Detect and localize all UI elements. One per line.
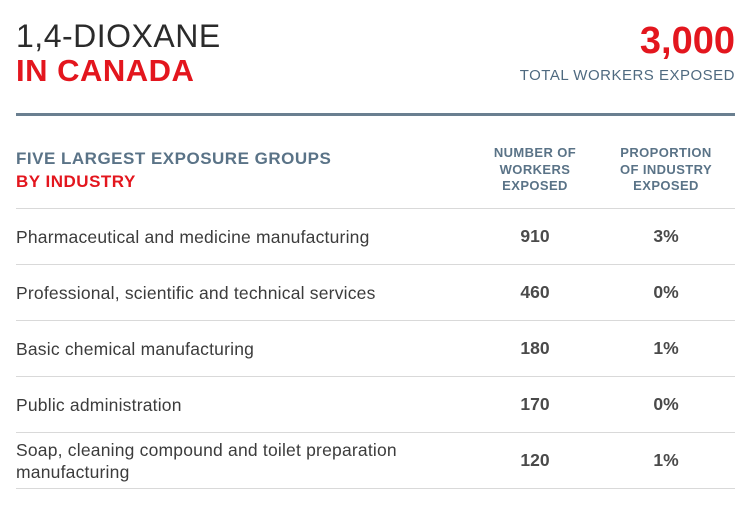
workers-cell: 180 [520,338,550,358]
workers-cell: 120 [520,450,550,470]
table-body [16,208,735,489]
column-header-line: OF INDUSTRY [619,161,713,177]
workers-cell: 910 [520,226,550,246]
industry-cell: Pharmaceutical and medicine manufacturing [16,226,370,247]
proportion-cell: 3% [653,226,679,246]
table-row [16,432,735,489]
industry-cell: Professional, scientific and technical services [16,282,376,303]
table-subtitle: BY INDUSTRY [16,172,136,191]
proportion-cell: 1% [653,450,679,470]
page-subtitle: IN CANADA [16,53,195,88]
column-header-proportion [601,145,731,195]
total-workers-label: TOTAL WORKERS EXPOSED [519,67,735,84]
table-title: FIVE LARGEST EXPOSURE GROUPS [16,149,332,168]
proportion-cell: 0% [653,282,679,302]
table-row [16,208,735,264]
column-header-line: EXPOSED [633,178,699,193]
column-header-line: WORKERS [499,161,571,177]
table-row [16,320,735,376]
column-header-line: NUMBER OF [493,145,577,160]
industry-cell: Public administration [16,394,182,415]
column-header-line: EXPOSED [502,178,568,193]
industry-cell: Basic chemical manufacturing [16,338,255,359]
workers-cell: 460 [520,282,550,302]
table-header [16,140,735,208]
total-workers-value: 3,000 [639,20,735,62]
column-header-line: PROPORTION [620,145,712,160]
header [16,18,735,98]
workers-cell: 170 [520,394,550,414]
proportion-cell: 1% [653,338,679,358]
table-row [16,376,735,432]
industry-cell: Soap, cleaning compound and toilet preparation manufacturing [16,439,397,482]
page-title: 1,4-DIOXANE [16,18,221,54]
table-row [16,264,735,320]
proportion-cell: 0% [653,394,679,414]
header-divider [16,113,735,116]
column-header-workers [470,145,600,195]
infographic [16,0,735,525]
